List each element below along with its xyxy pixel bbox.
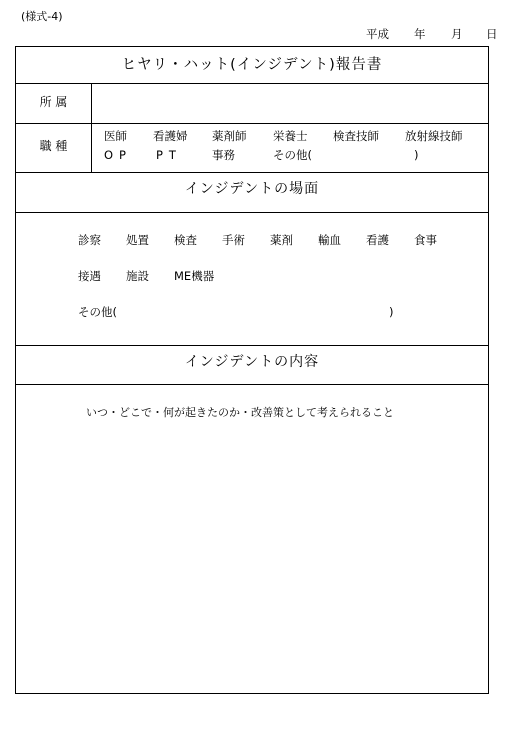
occupation-option[interactable]: 栄養士 <box>273 129 308 143</box>
date-year: 年 <box>414 27 426 41</box>
content-instruction: いつ・どこで・何が起きたのか・改善策として考えられること <box>86 406 394 419</box>
scene-option[interactable]: ME機器 <box>174 269 215 283</box>
divider <box>16 172 488 173</box>
form-title: ヒヤリ・ハット(インジデント)報告書 <box>121 57 383 73</box>
form-number-label: (様式-4) <box>21 10 63 23</box>
scene-option[interactable]: 食事 <box>414 233 437 247</box>
occupation-other-close: ) <box>414 148 419 162</box>
occupation-option[interactable]: PT <box>156 148 182 162</box>
scene-other-open[interactable]: その他( <box>78 305 117 319</box>
scene-option[interactable]: 輸血 <box>318 233 341 247</box>
date-era: 平成 <box>366 27 389 41</box>
report-form <box>15 46 489 694</box>
occupation-option[interactable]: 検査技師 <box>333 129 379 143</box>
label-column-divider <box>91 84 92 173</box>
scene-heading: インジデントの場面 <box>184 181 320 197</box>
occupation-option[interactable]: 事務 <box>212 148 235 162</box>
occupation-other-open[interactable]: その他( <box>273 148 312 162</box>
occupation-option[interactable]: OP <box>104 148 132 162</box>
divider <box>16 212 488 213</box>
occupation-label: 職 種 <box>39 139 68 153</box>
department-field[interactable] <box>92 84 488 122</box>
department-label: 所 属 <box>39 95 68 109</box>
scene-option[interactable]: 施設 <box>126 269 149 283</box>
scene-option[interactable]: 処置 <box>126 233 149 247</box>
divider <box>16 123 488 124</box>
divider <box>16 345 488 346</box>
occupation-option[interactable]: 医師 <box>104 129 127 143</box>
occupation-option[interactable]: 看護婦 <box>153 129 188 143</box>
scene-option[interactable]: 検査 <box>174 233 197 247</box>
content-writing-area[interactable] <box>16 427 488 693</box>
date-day: 日 <box>486 27 498 41</box>
date-month: 月 <box>451 27 463 41</box>
divider <box>16 384 488 385</box>
scene-other-close: ) <box>389 305 394 319</box>
occupation-option[interactable]: 放射線技師 <box>405 129 463 143</box>
scene-option[interactable]: 手術 <box>222 233 245 247</box>
scene-option[interactable]: 看護 <box>366 233 389 247</box>
scene-option[interactable]: 診察 <box>78 233 101 247</box>
scene-option[interactable]: 薬剤 <box>270 233 293 247</box>
scene-option[interactable]: 接遇 <box>78 269 101 283</box>
content-heading: インジデントの内容 <box>184 354 320 370</box>
occupation-option[interactable]: 薬剤師 <box>212 129 247 143</box>
